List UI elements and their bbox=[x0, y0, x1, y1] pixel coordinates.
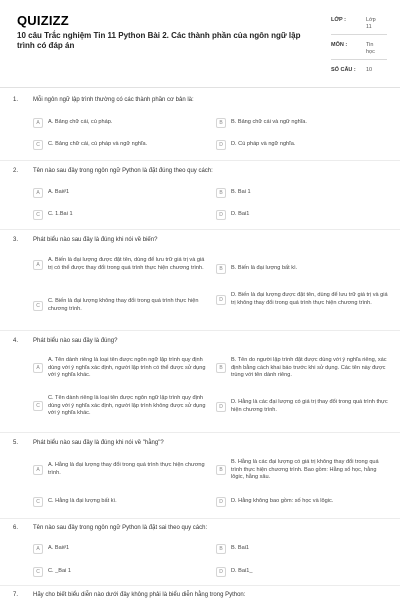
option-a[interactable] bbox=[33, 118, 208, 128]
option-text: D. Cú pháp và ngữ nghĩa. bbox=[231, 141, 296, 148]
option-letter: B bbox=[216, 118, 226, 128]
option-d[interactable] bbox=[216, 140, 390, 150]
option-text: A. Tên dành riêng là loại tên được ngôn ngữ lập trình quy định dùng với ý nghĩa xác định, người lập trình có thể được sử dụng với ý nghĩa khác. bbox=[48, 357, 206, 378]
option-text: C. _Bai 1 bbox=[48, 568, 72, 575]
option-b[interactable] bbox=[216, 188, 390, 198]
question-number: 3. bbox=[13, 237, 19, 243]
class-label: LỚP : bbox=[331, 17, 346, 23]
option-text: C. Bảng chữ cái, cú pháp và ngữ nghĩa. bbox=[48, 141, 148, 148]
option-letter: B bbox=[216, 544, 226, 554]
option-text: B. Bảng chữ cái và ngữ nghĩa. bbox=[231, 119, 307, 126]
option-letter: D bbox=[216, 497, 226, 507]
question-text: Phát biểu nào sau đây là đúng khi nói về "hằng"? bbox=[33, 440, 164, 446]
question-divider bbox=[0, 330, 400, 331]
worksheet-title: 10 câu Trắc nghiệm Tin 11 Python Bài 2. Các thành phần của ngôn ngữ lập trình có đáp án bbox=[17, 31, 301, 50]
option-letter: B bbox=[216, 188, 226, 198]
option-a[interactable] bbox=[33, 462, 208, 477]
option-letter: B bbox=[216, 363, 226, 373]
class-value: Lớp 11 bbox=[366, 17, 376, 30]
option-text: A. Hằng là đại lượng thay đổi trong quá trình thực hiện chương trình. bbox=[48, 462, 205, 476]
question-divider bbox=[0, 160, 400, 161]
option-text: A. Bảng chữ cái, cú pháp. bbox=[48, 119, 113, 126]
count-label: SỐ CÂU : bbox=[331, 67, 356, 73]
question-text: Phát biểu nào sau đây là đúng khi nói về biến? bbox=[33, 237, 158, 243]
option-a[interactable] bbox=[33, 257, 208, 272]
question-divider bbox=[0, 229, 400, 230]
option-letter: D bbox=[216, 402, 226, 412]
option-d[interactable] bbox=[216, 497, 390, 507]
option-letter: C bbox=[33, 497, 43, 507]
question-number: 1. bbox=[13, 97, 19, 103]
question-number: 2. bbox=[13, 168, 19, 174]
option-text: A. Biến là đại lượng được đặt tên, dùng để lưu trữ giá trị và giá trị có thể được thay đổi trong quá trình thực hiện chương trình. bbox=[48, 257, 205, 271]
question-number: 4. bbox=[13, 338, 19, 344]
question-divider bbox=[0, 432, 400, 433]
option-c[interactable] bbox=[33, 567, 208, 577]
question-divider bbox=[0, 518, 400, 519]
option-text: B. Hằng là các đại lượng có giá trị không thay đổi trong quá trình thực hiện chương trình. Bao gồm: Hằng số học, hằng lôgic, hằng xâu. bbox=[231, 459, 379, 480]
option-letter: B bbox=[216, 264, 226, 274]
option-text: A. Bai#1 bbox=[48, 545, 70, 552]
option-d[interactable] bbox=[216, 292, 390, 307]
option-letter: D bbox=[216, 295, 226, 305]
option-letter: A bbox=[33, 465, 43, 475]
option-c[interactable] bbox=[33, 395, 208, 418]
option-b[interactable] bbox=[216, 264, 390, 274]
option-text: D. Bai1 bbox=[231, 211, 250, 218]
option-text: C. Biến là đại lượng không thay đổi trong quá trình thực hiện chương trình. bbox=[48, 298, 199, 312]
question-text: Tên nào sau đây trong ngôn ngữ Python là đặt đúng theo quy cách: bbox=[33, 168, 213, 174]
option-text: C. 1.Bai 1 bbox=[48, 211, 73, 218]
option-c[interactable] bbox=[33, 497, 208, 507]
meta-divider bbox=[331, 59, 387, 60]
option-b[interactable] bbox=[216, 357, 390, 380]
option-text: D. Hằng là các đại lượng có giá trị thay đổi trong quá trình thực hiện chương trình. bbox=[231, 399, 388, 413]
option-letter: C bbox=[33, 210, 43, 220]
option-b[interactable] bbox=[216, 459, 390, 482]
option-text: C. Hằng là đại lượng bất kì. bbox=[48, 498, 117, 505]
count-value: 10 bbox=[366, 67, 373, 73]
option-text: D. Hằng không bao gồm: số học và lôgic. bbox=[231, 498, 334, 505]
option-text: C. Tên dành riêng là loại tên được ngôn ngữ lập trình quy định dùng với ý nghĩa xác định, người lập trình không được sử dụng với ý nghĩa khác. bbox=[48, 395, 206, 416]
question-text: Tên nào sau đây trong ngôn ngữ Python là đặt sai theo quy cách: bbox=[33, 525, 208, 531]
question-divider bbox=[0, 585, 400, 586]
option-letter: C bbox=[33, 140, 43, 150]
option-c[interactable] bbox=[33, 210, 208, 220]
question-number: 5. bbox=[13, 440, 19, 446]
option-d[interactable] bbox=[216, 210, 390, 220]
question-number: 6. bbox=[13, 525, 19, 531]
question-text: Hãy cho biết biểu diễn nào dưới đây không phải là biểu diễn hằng trong Python: bbox=[33, 592, 246, 598]
question-text: Phát biểu nào sau đây là đúng? bbox=[33, 338, 118, 344]
option-letter: C bbox=[33, 301, 43, 311]
option-letter: A bbox=[33, 544, 43, 554]
option-text: A. Bai#1 bbox=[48, 189, 70, 196]
option-b[interactable] bbox=[216, 118, 390, 128]
option-letter: A bbox=[33, 188, 43, 198]
option-letter: A bbox=[33, 260, 43, 270]
option-text: B. Biến là đại lượng bất kì. bbox=[231, 265, 298, 272]
option-text: B. Bai1 bbox=[231, 545, 250, 552]
option-a[interactable] bbox=[33, 357, 208, 380]
question-number: 7. bbox=[13, 592, 19, 598]
option-d[interactable] bbox=[216, 567, 390, 577]
option-a[interactable] bbox=[33, 188, 208, 198]
option-b[interactable] bbox=[216, 544, 390, 554]
option-letter: B bbox=[216, 465, 226, 475]
option-c[interactable] bbox=[33, 140, 208, 150]
header-divider bbox=[0, 87, 400, 88]
option-letter: D bbox=[216, 567, 226, 577]
option-letter: A bbox=[33, 118, 43, 128]
option-text: D. Biến là đại lượng được đặt tên, dùng để lưu trữ giá trị và giá trị không thay đổi trong quá trình thực hiện chương trình. bbox=[231, 292, 388, 306]
question-text: Mỗi ngôn ngữ lập trình thường có các thành phần cơ bản là: bbox=[33, 97, 194, 103]
option-text: D. Bai1_ bbox=[231, 568, 253, 575]
option-c[interactable] bbox=[33, 298, 208, 313]
quizizz-logo: QUIZIZZ bbox=[17, 13, 69, 28]
worksheet-header bbox=[0, 0, 400, 82]
meta-divider bbox=[331, 34, 387, 35]
option-d[interactable] bbox=[216, 399, 390, 414]
option-letter: D bbox=[216, 210, 226, 220]
subject-label: MÔN : bbox=[331, 42, 348, 48]
option-text: B. Bai 1 bbox=[231, 189, 251, 196]
option-text: B. Tên do người lập trình đặt được dùng với ý nghĩa riêng, xác định bằng cách khai báo trước khi sử dụng. Các tên này được trùng với tên dành riêng. bbox=[231, 357, 387, 378]
option-letter: A bbox=[33, 363, 43, 373]
option-letter: D bbox=[216, 140, 226, 150]
subject-value: Tin học bbox=[366, 42, 375, 55]
option-letter: C bbox=[33, 401, 43, 411]
option-a[interactable] bbox=[33, 544, 208, 554]
option-letter: C bbox=[33, 567, 43, 577]
